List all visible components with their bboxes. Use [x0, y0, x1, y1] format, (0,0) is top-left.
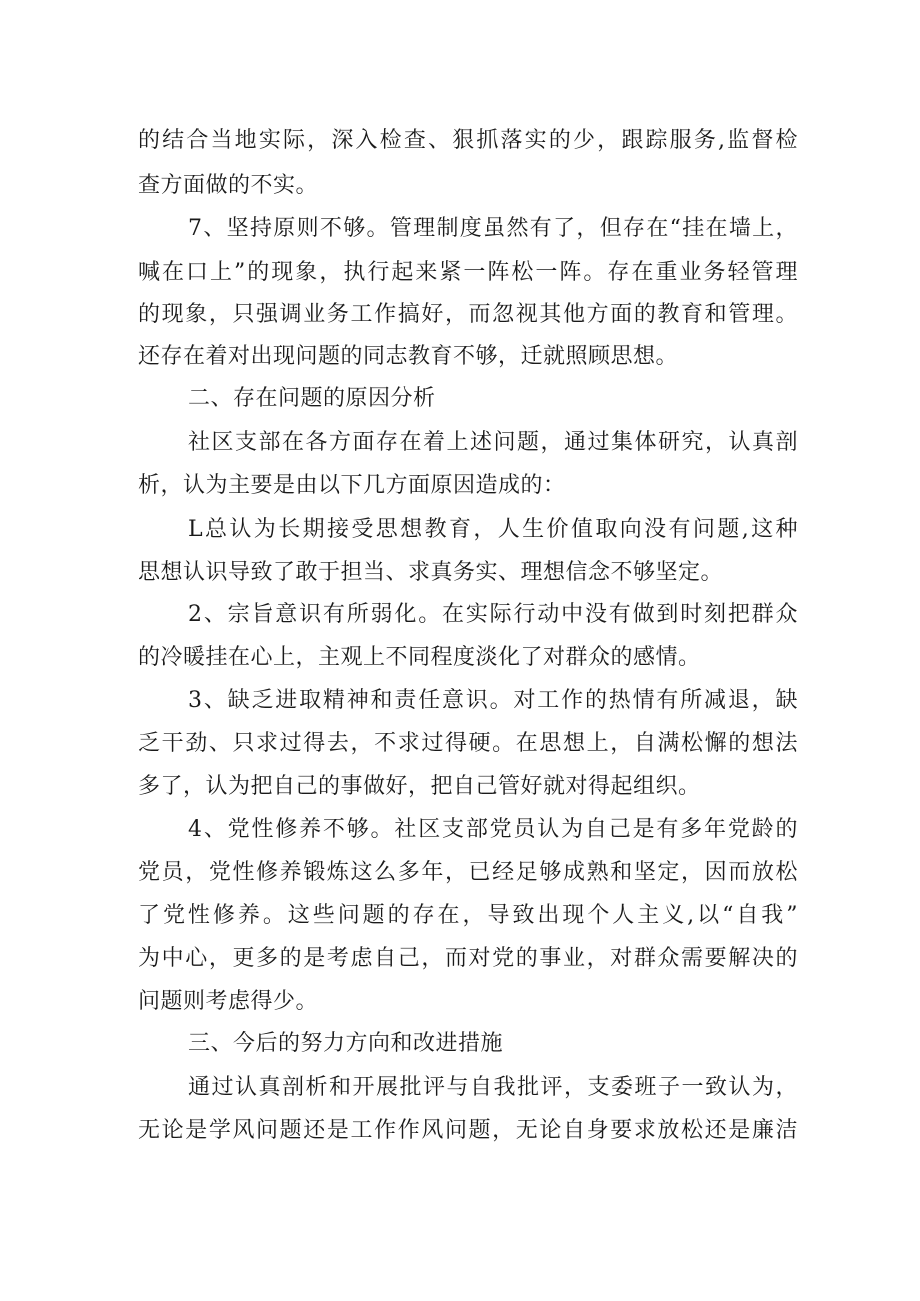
text-line: 查方面做的不实。: [138, 173, 319, 198]
text-line: 析，认为主要是由以下几方面原因造成的：: [138, 473, 566, 498]
text-line: 的现象，只强调业务工作搞好，而忽视其他方面的教育和管理。: [138, 302, 798, 327]
text-line: 7、坚持原则不够。管理制度虽然有了，但存在“挂在墙上，: [188, 216, 798, 241]
section-heading: 三、今后的努力方向和改进措施: [188, 1031, 504, 1056]
text-line: 3、缺乏进取精神和责任意识。对工作的热情有所减退，缺: [188, 688, 798, 713]
text-line: 还存在着对出现问题的同志教育不够，迁就照顾思想。: [138, 344, 679, 369]
text-line: 为中心，更多的是考虑自己，而对党的事业，对群众需要解决的: [138, 946, 798, 971]
text-line: 2、宗旨意识有所弱化。在实际行动中没有做到时刻把群众: [188, 602, 798, 627]
text-line: 通过认真剖析和开展批评与自我批评，支委班子一致认为，: [188, 1075, 798, 1100]
text-line: 的结合当地实际，深入检查、狠抓落实的少，跟踪服务,监督检: [138, 128, 798, 153]
text-line: 问题则考虑得少。: [138, 989, 319, 1014]
text-line: 多了，认为把自己的事做好，把自己管好就对得起组织。: [138, 774, 701, 799]
text-line: 思想认识导致了敢于担当、求真务实、理想信念不够坚定。: [138, 560, 724, 585]
text-line: 社区支部在各方面存在着上述问题，通过集体研究，认真剖: [188, 430, 798, 455]
section-heading: 二、存在问题的原因分析: [188, 386, 436, 411]
text-line: 无论是学风问题还是工作作风问题，无论自身要求放松还是廉洁: [138, 1118, 798, 1143]
text-line: 乏干劲、只求过得去，不求过得硬。在思想上，自满松懈的想法: [138, 731, 798, 756]
text-line: 了党性修养。这些问题的存在，导致出现个人主义,以“自我”: [138, 903, 798, 928]
text-line: 喊在口上”的现象，执行起来紧一阵松一阵。存在重业务轻管理: [138, 260, 798, 285]
text-line: 4、党性修养不够。社区支部党员认为自己是有多年党龄的: [188, 817, 798, 842]
text-line: L总认为长期接受思想教育，人生价值取向没有问题,这种: [188, 517, 798, 542]
text-line: 的冷暖挂在心上，主观上不同程度淡化了对群众的感情。: [138, 645, 701, 670]
text-line: 党员，党性修养锻炼这么多年，已经足够成熟和坚定，因而放松: [138, 860, 798, 885]
